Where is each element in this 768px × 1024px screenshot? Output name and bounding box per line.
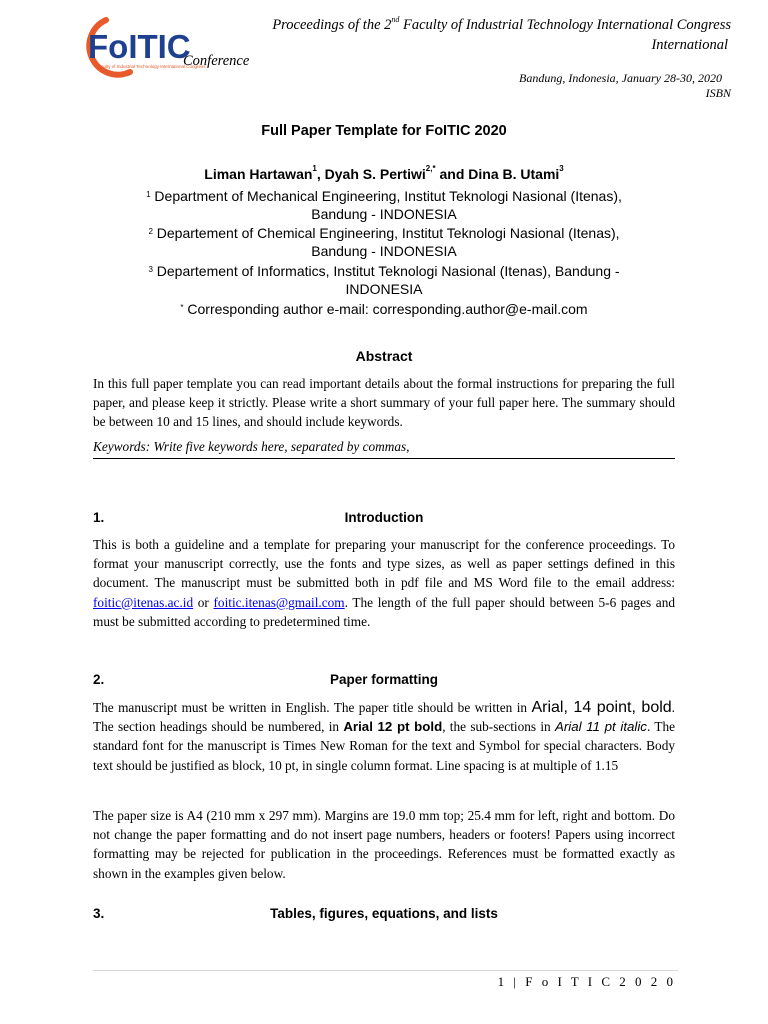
header-isbn: ISBN <box>705 86 731 100</box>
affiliation-sup: 2 <box>148 227 153 236</box>
abstract-text: In this full paper template you can read important details about the formal instructions for preparing the full paper, and please keep it strictly. Please write a short summary of your full paper here. The summary should be between 10 and 15 lines, and should include keywords. <box>93 376 675 430</box>
section-number: 1. <box>93 510 105 525</box>
affiliation-3 <box>90 263 678 298</box>
foitic-logo <box>72 14 258 84</box>
body-text: , the sub-sections in <box>442 719 555 735</box>
header-sup: nd <box>391 15 400 24</box>
corresponding-author <box>90 301 678 319</box>
section-title: Tables, figures, equations, and lists <box>270 906 498 921</box>
affiliation-text: Departement of Informatics, Institut Teknologi Nasional (Itenas), Bandung - <box>152 263 620 279</box>
body-text-arial12-example: Arial 12 pt bold <box>343 719 443 735</box>
author-separator: , <box>316 166 325 182</box>
page-number: 1 <box>497 974 508 989</box>
section-heading-3 <box>93 906 675 924</box>
author-sup: 3 <box>559 164 564 173</box>
affiliation-city: INDONESIA <box>345 280 423 297</box>
author-sup: 1 <box>312 164 317 173</box>
body-text: The manuscript must be written in English. The paper title should be written in <box>93 700 532 715</box>
author-name: Liman Hartawan <box>204 166 313 182</box>
section-1-text <box>93 535 675 631</box>
section-2-paragraph-1 <box>93 698 675 775</box>
body-text: . The length of the full paper should between 5-6 pages and must be submitted according to predetermined time. <box>93 594 675 629</box>
affiliation-text: Departement of Chemical Engineering, Institut Teknologi Nasional (Itenas), <box>152 225 620 241</box>
abstract-heading: Abstract <box>355 348 413 364</box>
affiliation-sup: 1 <box>146 190 151 199</box>
section-number: 2. <box>93 672 105 687</box>
paper-title: Full Paper Template for FoITIC 2020 <box>261 123 507 139</box>
affiliation-1 <box>90 188 678 223</box>
email-link-foitic-gmail[interactable]: foitic.itenas@gmail.com <box>213 594 345 610</box>
author-list <box>90 166 678 182</box>
logo-subtext: Faculty of Industrial Technology International Congress <box>96 64 206 69</box>
section-heading-1 <box>93 510 675 528</box>
section-title: Introduction <box>344 510 424 525</box>
header-text-b: Faculty of Industrial Technology International Congress <box>399 17 731 33</box>
footer-separator: | <box>507 974 526 989</box>
logo-graphic <box>72 14 258 84</box>
logo-text: FoITIC <box>88 28 191 65</box>
body-text-arial-example: Arial, 14 point, bold <box>531 699 672 716</box>
author-sup: 2,* <box>425 164 436 173</box>
section-2-paragraph-2: The paper size is A4 (210 mm x 297 mm). Margins are 19.0 mm top; 25.4 mm for left, right and bottom. Do not change the paper formatting and do not insert page numbers, headers or footers! Papers using incorrect formatting may be rejected for publication in the proceedings. References must be formatted exactly as shown in the examples given below. <box>93 808 675 881</box>
header-place-date: Bandung, Indonesia, January 28-30, 2020 <box>519 71 722 85</box>
header-proceedings-line <box>272 17 731 34</box>
affiliation-city: Bandung - INDONESIA <box>311 242 457 259</box>
email-link-foitic-itenas[interactable]: foitic@itenas.ac.id <box>93 594 194 610</box>
footer-rule <box>93 970 678 971</box>
header-text-a: Proceedings of the 2 <box>272 17 392 33</box>
author-name: Dyah S. Pertiwi <box>324 166 426 182</box>
body-text-arial11-example: Arial 11 pt italic <box>554 719 647 735</box>
section-number: 3. <box>93 906 105 921</box>
keywords: Keywords: Write five keywords here, separated by commas, <box>93 439 675 459</box>
affiliation-sup: 3 <box>148 265 153 274</box>
footer-conference-name: F o I T I C 2 0 2 0 <box>525 974 676 989</box>
affiliation-2 <box>90 225 678 260</box>
author-separator: and <box>435 166 469 182</box>
body-text: . The standard font for the manuscript is Times New Roman for the text and Symbol for special characters. Body text should be justified as block, 10 pt, in single column format. Line spacing is at multiple of 1.15 <box>93 719 675 773</box>
corresponding-text: Corresponding author e-mail: corresponding.author@e-mail.com <box>183 301 588 317</box>
body-text: or <box>193 594 214 610</box>
affiliation-city: Bandung - INDONESIA <box>311 205 457 222</box>
corresponding-sup: * <box>180 303 184 312</box>
section-heading-2 <box>93 672 675 690</box>
body-text: . The section headings should be numbered, in <box>93 700 675 735</box>
header-international: International <box>651 37 728 53</box>
affiliation-text: Department of Mechanical Engineering, Institut Teknologi Nasional (Itenas), <box>150 188 622 204</box>
section-title: Paper formatting <box>329 672 438 687</box>
author-name: Dina B. Utami <box>468 166 560 182</box>
page-footer <box>498 974 676 990</box>
body-text: This is both a guideline and a template for preparing your manuscript for the conference proceedings. To format your manuscript correctly, use the fonts and type sizes, as well as paper settings defined in this document. The manuscript must be submitted both in pdf file and MS Word file to the email address: <box>93 537 675 591</box>
header-conference: Conference <box>183 53 250 69</box>
